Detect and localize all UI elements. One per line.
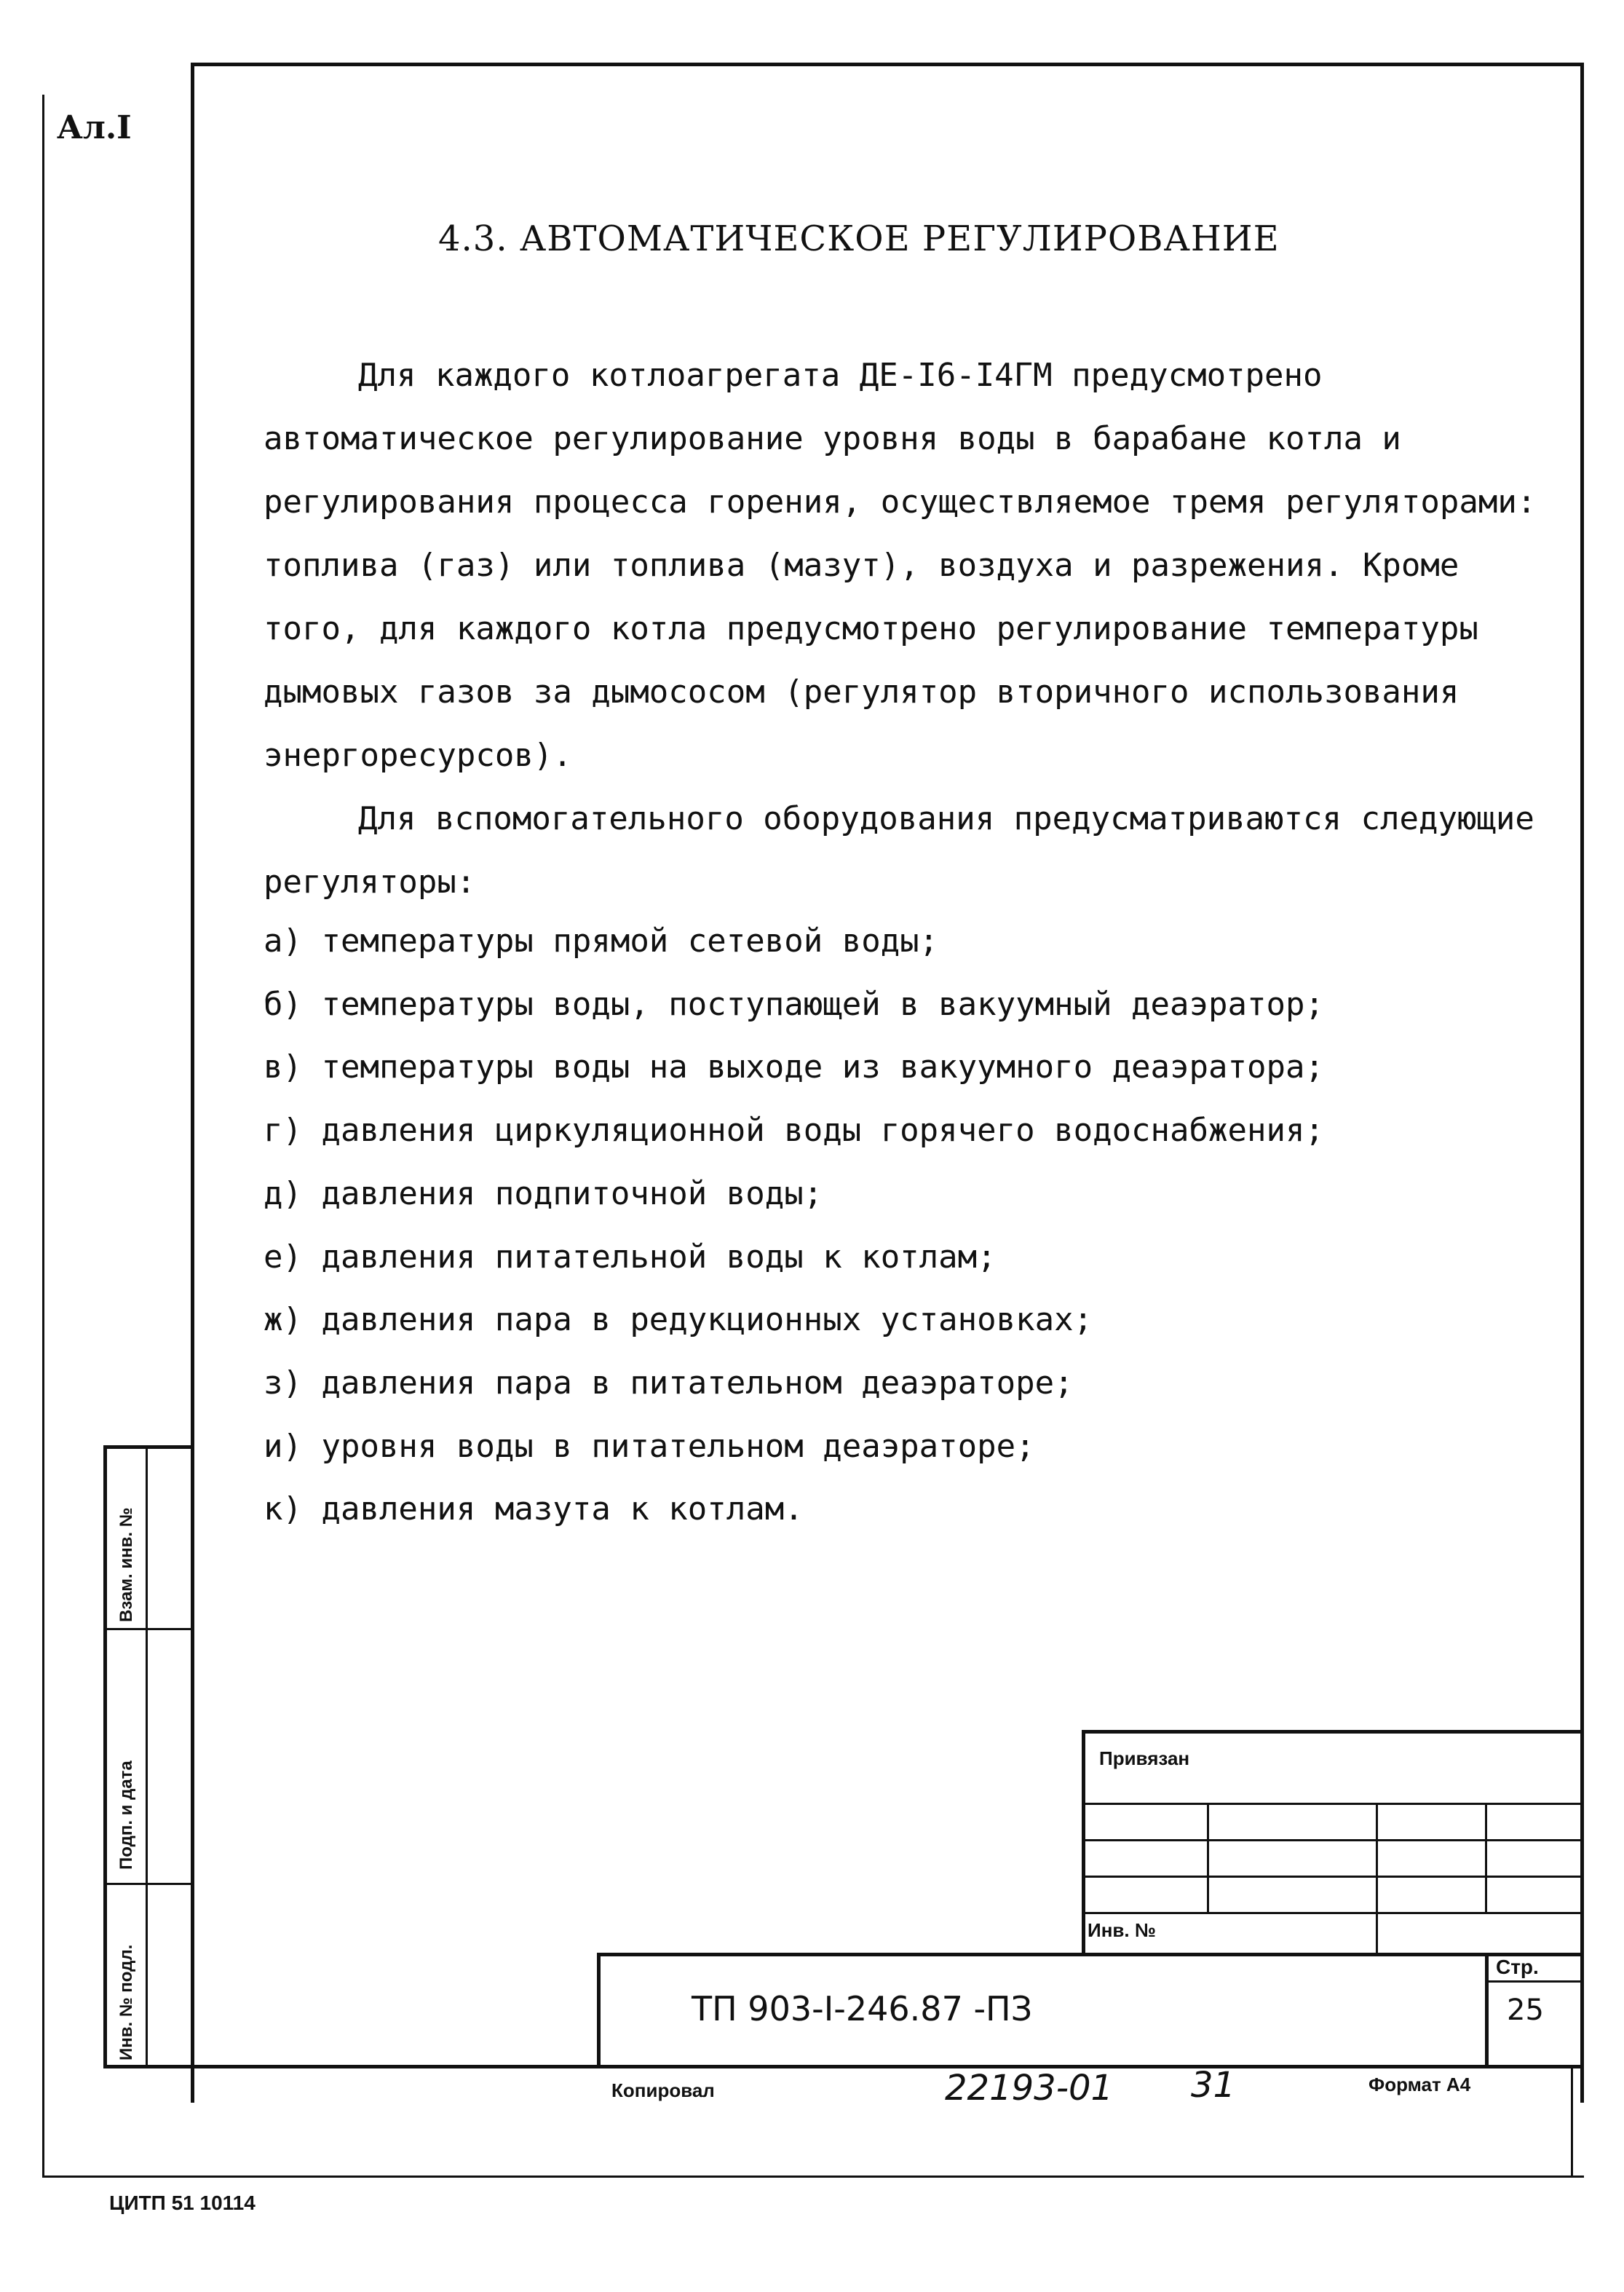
sheet-number: 31 — [1191, 2065, 1236, 2106]
list-item: з) давления пара в питательном деаэраторе; — [264, 1364, 1074, 1402]
inv-orig-label: Инв. № подл. — [116, 1944, 136, 2060]
paragraph-2: топлива (газ) или топлива (мазут), воздуха и разрежения. Кроме того, для каждого котла предусмотрено регулирование температуры дымовых газов за дымососом (регулятор вторичного использования энергоресурсов). — [264, 547, 1478, 774]
list-item: а) температуры прямой сетевой воды; — [264, 922, 939, 960]
inv-replace-label: Взам. инв. № — [116, 1507, 136, 1622]
press-mark: ЦИТП 51 10114 — [109, 2192, 256, 2214]
bound-label: Привязан — [1099, 1747, 1190, 1769]
list-item: ж) давления пара в редукционных установках; — [264, 1301, 1093, 1339]
list-item: в) температуры воды на выходе из вакуумного деаэратора; — [264, 1048, 1324, 1086]
list-item: б) температуры воды, поступающей в вакуумный деаэратор; — [264, 985, 1324, 1023]
sign-date-label: Подп. и дата — [116, 1761, 136, 1870]
paragraph-3: Для вспомогательного оборудования предусматриваются следующие регуляторы: — [264, 800, 1534, 901]
list-item: д) давления подпиточной воды; — [264, 1174, 823, 1212]
list-item: е) давления питательной воды к котлам; — [264, 1238, 997, 1276]
copied-label: Копировал — [611, 2079, 715, 2101]
sheet-mark: Ал.I — [57, 109, 132, 146]
format-label: Формат А4 — [1368, 2074, 1471, 2095]
inv-no-label: Инв. № — [1088, 1919, 1156, 1941]
frame-bottom — [103, 2065, 1584, 2068]
footer-rule — [42, 2176, 1584, 2178]
list-item: и) уровня воды в питательном деаэраторе; — [264, 1427, 1035, 1465]
page-number: 25 — [1507, 1993, 1544, 2027]
left-margin-rule — [42, 95, 44, 2177]
regulator-list — [264, 910, 1324, 1541]
list-item: г) давления циркуляционной воды горячего водоснабжения; — [264, 1112, 1324, 1150]
order-number: 22193-01 — [945, 2068, 1114, 2109]
paragraph-1: Для каждого котлоагрегата ДЕ-I6-I4ГМ предусмотрено автоматическое регулирование уровня воды в барабане котла и регулирования процесса горения, осуществляемое тремя регуляторами: — [264, 357, 1537, 521]
list-item: к) давления мазута к котлам. — [264, 1490, 804, 1528]
document-code: ТП 903-I-246.87 -ПЗ — [692, 1989, 1033, 2028]
section-title: 4.3. АВТОМАТИЧЕСКОЕ РЕГУЛИРОВАНИЕ — [438, 218, 1280, 259]
page-label: Стр. — [1496, 1956, 1539, 1978]
right-footer-rule — [1571, 2065, 1573, 2178]
